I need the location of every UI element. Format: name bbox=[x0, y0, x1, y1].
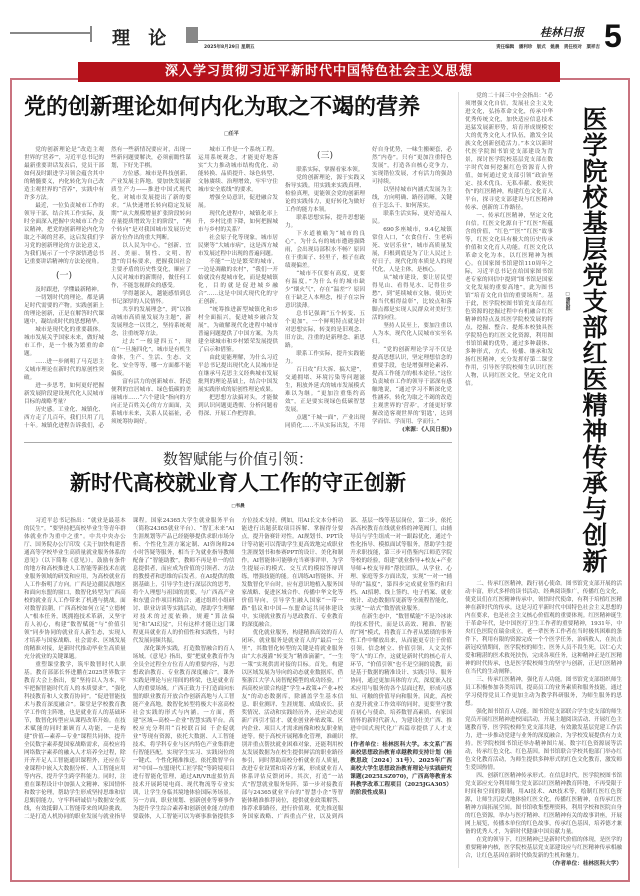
issue-date: 2025年8月29日 星期五 bbox=[204, 45, 255, 50]
newspaper-logo: 桂林日报 bbox=[540, 26, 584, 39]
paragraph: 总书记强调“五个转变、五个更加”，一个鲜明特点就是针对思想实际，转变的是旧观念、旧方法，注重的是新理念、新思路。 bbox=[285, 311, 365, 349]
paragraph: 党的创新理论，源于实践又指导实践。用实践来实践真理、检验真理，更能领会党的创新理论的实践伟力，更好转化为做好工作的能力本领。 bbox=[285, 175, 365, 213]
paragraph: 及时跟进，学懂最新精神。 bbox=[35, 287, 103, 293]
paragraph: 690多座城市，9.4亿城镇常住人口，“衣食住行、生老病死、安居乐业”，城市高质量发展，归根到底是为了让人民过上好日子，现代化的本质是人的现代化，人是主体，是核心。 bbox=[372, 227, 452, 273]
paragraph: 在新生态中，“数智赋能”不是冷冰冰的技术替代，而是以高效、精准、智能的“网”模式，将教育工作者从繁琐的事务性工作中解放出来，从而能更专注于价值引领、信念树立、价值引领、人文关怀等“人”的工作，这就是新时代的核心育人环节，“价值引领”也不是空洞的说教，而是基于数据的精准设计、实践引导、服务协同，通过更加具体的方式，深度嵌入技术应用与服务的各个层面过程，形成可感知、可触的价值导向和服务。因此，高校在提升就业工作效率的同时，更要坚守教育初心与使命，培养数智高素质、有家国情怀的新时代新人，为建设壮美广西、推进中国式现代化广西篇章提供了人才支撑。 bbox=[350, 614, 452, 740]
paragraph: 联系实际，掌握看家本领。 bbox=[296, 167, 364, 173]
paragraph: 点题“千城一面”，产业出现同质化……不从实际出发，不用好自身优势，一味生搬硬套，必然“内卷”。只有“更加注重特色发展”，打造各自核心竞争力，实现错位发展，才有活力的强劲可持续。 bbox=[285, 147, 452, 429]
paragraph: “统筹推进新型城镇化和乡村全面振兴，促进城乡融合发展”，为破解现代化进程中城市普遍问题提供了中国方案，为共建全球城市和乡村繁荣发展提供了启示和借鉴。 bbox=[198, 307, 278, 353]
article3-heading bbox=[561, 92, 615, 574]
source-note: (来源：《人民日报》) bbox=[401, 427, 452, 433]
paragraph: 联系生活实际，更好造福人民。 bbox=[372, 211, 452, 225]
topic-banner: 深入学习贯彻习近平新时代中国特色社会主义思想 bbox=[78, 62, 560, 82]
paragraph: 方位感。城市是科技创新、产业发展主阵地。要加快发展新质生产力——推进中国式现代化，对城市发展提出了新的要求。“从快速增长转向稳定发展期”“从大规模增量扩张阶段转向存量提质增效为主的阶段”，“两个转向”是对我国城市发展历史新方位作出的重大判断。 bbox=[111, 171, 191, 241]
paragraph: 下水道被喻为“城市的良心”，为什么有的城市遭遇强降雨，会出现局部积水不畅？原因在于重面子、轻里子，根子在政绩观偏差。 bbox=[285, 231, 365, 269]
content-frame bbox=[10, 78, 630, 882]
section-number: (一) bbox=[55, 271, 73, 281]
author-note: [作者单位：桂林医科大学。本文系广西高校思想政治教育卓越教师支持计划（桂教思政〔2024〕31号）、2025年广西高校大学生思想政治教育理论与实践研究课题(2025LSZ070)，广西高等教育本科教学改革工程项目（2025JGA305）的阶段性成果] bbox=[350, 742, 452, 796]
section-number: (三) bbox=[316, 151, 334, 161]
paragraph: 城市是现代化的重要载体。城市发展关乎国家未来，做好城市工作，是一个极为繁重的命题。 bbox=[24, 327, 104, 357]
header-rule-long bbox=[198, 40, 580, 41]
paragraph: 社会原子化等现象，城市居民聚等“大城市病”，这是西方城市发展过程中出现的普遍问题。 bbox=[198, 235, 278, 257]
paragraph: 一、传承红医精神，坚定文化自信。红医文化源自于“红医”所蕴含的价值，“红色”“医”“红医”故事等，红医文化具有极大的历史传承价值和文化育人功能。红医文化以革命文化为本，以红医精神为核心。在国家图书馆建馆110周年之际，习近平总书记在给国家图书馆老专家的回信中提到“图书馆是国家文化发展的重要高地”，此为图书馆“培育文化自信的重要场所”。基于此，医学院校图书馆党支部在红色资源的挖掘过程中有机融合红医精神的特点及其医学院校发展的特点，挖掘、整合、提炼本校独具医学院特色的红医文化资源，利用图书馆馆藏的优势，通过多种载体、多种形式，方式、传播、继承和发扬红医精神，充分发挥好第二课堂作用，引导医学院校师生认识红医人物，认同红医文化，坚定文化自信。 bbox=[465, 213, 553, 387]
paragraph: 进一步思考，如何更好把握新发展阶段建设现代化人民城市目标的战略考量？ bbox=[24, 383, 104, 405]
article3-top bbox=[465, 92, 622, 574]
paragraph: 增强全局意识，促进融合发展。 bbox=[198, 195, 278, 209]
header-rule bbox=[10, 32, 90, 34]
paragraph: 习近平总书记指出：“就业是最基本的民生”。“要坚持把高校毕业生等青年群体就业作为重中之重”。中共中央办公厅、国务院办公厅印发《关于加快构建普通高等学校毕业生高质量就业服务体系的意见》（以下简称《意见》），鼓励有条件的地方和高校推进人工智能等新技术在就业服务领域的研发和应用，为高校就业育人工作指明了方向。广西是边疆民族地区和面向东盟的窗口，数智化转型为广西高校的就业育人工作带来了机遇与挑战。面对数智浪潮，广西高校如何立足“立德树人”根本任务，既拥抱技术革新，又坚守育人初心，构建“数智赋能”与“价值引领”同步协同的就业育人新生态，实现人才培养与国家战略、社会需求、区域发展的精准对接，是新时代推动毕业生高质量充分就业的关键课题。 bbox=[24, 518, 126, 660]
section-block bbox=[186, 27, 198, 43]
paragraph: 联系思想实际，提升思想能力。 bbox=[285, 215, 365, 229]
paragraph: 一切划时代的理论，都是满足时代需要的产物。实践创新上的理论创新，正是在解答时代课题中，凝结成时代的思想精华。 bbox=[24, 295, 104, 325]
article1-byline: □任平 bbox=[224, 131, 239, 137]
paragraph: 过去“一般建四五”，现在“一旦施四化”，城市是有机生命体，生产、生活、生态、文化、安全等等，哪一方面都不能偏废。 bbox=[111, 339, 191, 377]
paragraph: 历史感。工业化、城镇化、西方走了几百年，我们只用了几十年。城镇化进程告诉我们，必然有一些新情况要应对，出现一些新问题要解决，必须前瞻性谋划，下好先手棋。 bbox=[24, 147, 191, 429]
paragraph: 联系工作实际，提升实践能力。 bbox=[285, 351, 365, 365]
article3-body-top bbox=[465, 92, 553, 388]
paragraph: 党的创新理论是“改造主观世界的‘营养’”，习近平总书记的最新重要讲话发表后，党员干部如何及时跟进学习领会蕴含其中的精髓要义，内化转化为自己改造主观世界的“营养”，实践中有许多方法。 bbox=[24, 147, 104, 201]
left-column bbox=[24, 92, 452, 821]
right-column bbox=[458, 92, 622, 868]
paragraph: ……进一步阐明了马克思主义城市理论在新时代的原创性突破。 bbox=[24, 359, 104, 381]
paragraph: 以坚持城市内涵式发展为主线，方向明确、路径清晰，关键在于怎么干、如何落实。 bbox=[372, 187, 452, 209]
paragraph: 城市工作是一个系统工程。运用系统观念，才能更好地落实“大力推动城市结构优化、动能转换、品质提升、绿色转型、文脉赓续、治理增效，牢牢守住城市安全底线”的要求。 bbox=[198, 147, 278, 193]
article1-title: 党的创新理论如何内化为取之不竭的营养 bbox=[24, 95, 421, 120]
paragraph: 由此更能理解，为什么习近平总书记提出现代化人民城市是在继承马克思主义经典城市发展批判的理论基础上，结合中国发展实践形成的原创性理论成果。 bbox=[198, 355, 278, 393]
paragraph: 从“城市建设，要让居民望得见山、看得见水、记得住乡愁”，到“延续城市文脉，使历史和当代相得益彰”，比较点和落脚点都是实现人民群众对美好生活的向往。 bbox=[372, 275, 452, 321]
article2-body bbox=[24, 517, 452, 821]
paragraph: “党的创新理论学习不仅是提高思想认识，坚定理想信念的重要手段，也是增强理论素养、提高工作能力的根本途径。”这位负责城市工作的领导干部深有感触地说，“通过学习不断深化党性涵养，转化为取之不竭的改造主观世界的‘营养’，才能更好掌握改造客观世界的‘钥匙’，达到学而信、学而用、学而行。” bbox=[372, 347, 452, 425]
paragraph: “城市不仅要有高度，更要有温度。”为什么有的城市缺少“烟火气”，存在“温差”？原因在于缺乏人本理念，根子在宗旨意识淡薄。 bbox=[285, 271, 365, 309]
editor-credits: 责任编辑 潘利珍 版式 姚晨 责任校对 粟祥吉 bbox=[496, 45, 600, 50]
article1-body bbox=[24, 146, 452, 434]
article3-byline: □潘凯群 bbox=[565, 292, 570, 311]
source-note: （作者单位：桂林医科大学） bbox=[549, 861, 622, 867]
article3-body-bottom bbox=[465, 580, 622, 868]
article2-byline: □韦晨 bbox=[231, 504, 245, 509]
paragraph: 最近，一位负责城市工作的领导干部，结合其工作实际，及时全面深入把握中央城市工作会议精神，把党的创新理论内化为取之不竭的营养，这启发我们学习党的创新理论的方法论意义，为我们展示了一个学深悟透总书记重要讲话精神的方法论视角。 bbox=[24, 203, 104, 265]
article-divider bbox=[24, 442, 452, 443]
paragraph: 四、创新红医精神传承形式。在信息时代，医学院校图书馆党支部应充分利用师生党支部以红医精神教育阵地，不再受限于时间和空间的限制，用AI技术、AR技术等，绘制红医红色资源，让师生沉浸式地体验红医文化，传播红医精神，在传承红医精神方面拓展空间。图书馆收集整理资料，利用学校和医院自身的红色资源，举办与医疗精神、红医精神有关的故事讲座，开展网上展览，传播本单位的红色故事，传承红色基因，培养德才兼备的优秀人才，为新时代健康中国贡献力量。 bbox=[465, 773, 622, 835]
paragraph: 富有活力的创新城市、舒适便利的宜居城市、绿色低碳的美丽城市……“六个建设”指向的方向正是百姓关心的方方面面，关系城市未来，关系人民福祉，必须统筹协调好。 bbox=[111, 379, 191, 425]
paragraph: 三、传承红医精神，强化育人功能。图书馆党支部组织师生员工积极参加各类培训，提高员工的业务素质和服务技能，通过学习使得党员工作更加主动为教学科研服务，为师生服务的思想。 bbox=[465, 677, 622, 707]
paragraph: 现代化进程中，城镇化率上升，乡村比重下降，如何把握城市与乡村的关系？ bbox=[198, 211, 278, 233]
paragraph: 强化图书馆育人功能。图书馆党支部联合学生党支部的师生党员开展红医精神进校园活动，开展主题阅读活动、开展红色主题教育等，医学院校师生党支部共建，有效激发基层党建工作活力，进一步推动党建与业务的深度融合，为学校发展提供有力支持。医学院校图书馆还举办精神图片展、数字红色资源展等活动，传承红色文化、红色基因。图书馆联合学校其他部门举办红色文化教育活动，为师生提供多种形式的红色文化教育，激发师生爱国热情。 bbox=[465, 709, 622, 771]
header-rule-tick bbox=[90, 26, 92, 42]
paragraph: 共享的发展理念”，到“以推动城市高质量发展为主题”，新发展理念一以贯之，坚持系统观念，注重统筹方法。 bbox=[111, 307, 191, 337]
paragraph: 优化就业服务，构建精准高效的育人闭环。就业服务是就业育人的“最后一公里”，其数智化转型的关键是将就业服务由“大水漫灌”转变为“精准滴灌”，“一生一策”实现供需对接的目标。首先，构建以区域发展为导向的动态就业数据库，借鉴浙江大学人岗智配模型的成功经验，广西高校应联合构建“学生+政策+产业+校友”的动态数据库，除涵盖学生基本信息、职业测评、生涯规划、成绩成长、获奖情况、活动和实践经历外，还应动态更新广西引才留才、就业创业补贴政策、区内企业、项目人才需求画像和校友职业轨迹等。便于高校开展精准化管理，准确识别并重点帮扶就业困难对象，还能利用校友发展数据为在校生提供鲜活的职业路径参引，同时帮助高校分析就业育人质量，改进专业设置和培养方案，形成就业育人体系评估反馈闭环。其次，打造“一站式”智慧就业服务矩阵，第一步对接教育部与24365就业平台的“智慧小企”等智能体精准推荐岗位，提供就业政策解答、推荐求职路径，进行价值观、优先推送服务国家战略、广西重点产业，以及到西部、基层一线等基层岗位，第二步，依托各高校教育在线就业桥的神笔阀门，由辅导员与学生组成一对一跟踪优化，通过个性化指导、模拟面试等服务，帮助学生提升求职技能，第三步可借鉴内江师范学院等校的经验，组建“就业指导+校友+产业导师+校友导师”帮扶团队，从学业、心理、家庭等多方面出发，实现“一对一”辅导的“温度”，第四步完成就业签约和归档、AI招聘、线上签约、电子档案、就业统计、动态数据库更新等全流程智能化，实现“一站式”数智就业服务。 bbox=[241, 518, 452, 820]
page-number: 5 bbox=[604, 18, 622, 54]
paragraph: 坚持人民至上，要加注重以人为本，现代化人民城市实至名归。 bbox=[372, 323, 452, 345]
paragraph: 在党的领导下，红医精神已是新时代价值的体现，是医学的重要精神内核，医学院校基层党支部建设应与红医精神传承相融合，让红色基因在新时代焕发新的生机和魅力。 bbox=[465, 837, 622, 859]
paragraph: 学得越深入，越能感悟到总书记深厚的人民情怀。 bbox=[111, 291, 191, 305]
section-title: 理 论 bbox=[112, 28, 173, 49]
article3-title: 医学院校基层党支部红医精神传承与创新 bbox=[579, 106, 608, 574]
paragraph: 深化课外实践，打造数智融合的育人场域。《意见》指出，要“把就业教育作为全员全过程全方位育人的重要内容，与思想政治教育、专业教育深度融合”。课外实践是理论与应用间的桥梁，也是就业育人的重要场域。广西正致力于打造面向东盟的职业教育开放合作创新高地与人工智能产业高地，数智化转型将极大丰富高校社会实践的形式与内涵。一方面，搭建“区域—高校—企业”智慧实践平台。高校应充分利用“百校联百园 千企促就业”等现有资源，依托大数据、人工智能技术，将学科专业与区内特色产业集群进行智能匹配，实现学生实习、实践岗位的一键式、个性化精准推送。依托数智平台对“中国—东盟现代工匠学院”等跨境项目进行智能化管理，通过AR/VR虚拟仿真技术开展跨境电商、现代物流等专业实训，让学生身临其境地体验国际务场景。另一方面，职业规划、创新创业等赛事作为提升学生综合素养和创新创业能力的重要载体，人工智能可以为赛事准备提供多方位技术支持。例如，用AI长文本分析功能进行出题获取项目拆解、掌握得分要点，提升备赛针对性。AI规划书、PPT设计等功能可以帮助学生更高效地完成职业生涯规划书和参赛PPT的设计、美化和制作。AI智能体可能够充当赛事评审，为学生提展示的模式、交互式的模拟答辩训练，增强技能的能。在训练AI智能体、开发数智化平台时，应有意识地植入服务国家战略、促进区域合作、传播中华文化等价值导向，引导学生融入国家“一带一路”倡议和中国—东盟命运共同体建设中，实现就业教育与思政教育、专业教育的深度融合。 bbox=[132, 518, 344, 820]
paragraph: 不能“一边是繁荣的城市，一边是凋敝的农村”，“我们一开始就没有提城市化，而是提城镇化，目的就是促进城乡融合”……这是中国式现代化的守正创新。 bbox=[198, 259, 278, 305]
paragraph: 重塑课堂教学，筑牢数智时代人职基。教育部部长怀进鹏在2025世界数字教育大会上指出，要“坚持以人为本，牢牢把握智能时代育人的本质要求”，“强化科技教育和人文教育协同”。“促进智能技术与教育深度融合”。课堂是学校教育教学工作的主阵地，也是就业育人的基础环节，数智化转型应从课程改革开始。在技术赋能的同时兼顾育人功能，一是构建“价值—素养—专业”课程共同体，提升全民数字素养提国家战略需求，高校应将网络数字素养的融入人才培养全过程，除开齐开足人工智能通识课程外，还应在专业课程中嵌入大数据分析、人工智能应用等内容，提升学生跨学科能力。同时，注重在课程设计中加强人文精神、家国情怀和数字伦理，帮助学生形成坚持思维和信息甄别能力，守牢科研诚信与数据安全底线，有效抵御人工智能带来的风险挑战。二是打造人机协同的职业发展与就业指导课程。国家24365大学生就业服务平台（简称24365就业平台）、“智汇未来”AI生涯规划等产品已经能够提供求职市场分析、个性化生涯方案定制、AI咨询师24小时答疑等服务，相当于为就业指导教师配备了“智能助教”，教师不再是单一的信息提供者，而应成为价值的引领者、方法的教授者和思维的启发者。在AI提供的数据基础上，引导学生进行深层次的思考，将个人理想与祖国的需要，与广西高产业和东盟合作项目相结合；通过组织小组研讨、职业访谈等实践活动，帮助学生理解对技术的过度依赖，规避“算法偏见”和“AI幻觉”，只有这样才能让这门课程更具就业育人的价值性和实践性，与时代发展同频共振。 bbox=[24, 518, 235, 820]
article2-kicker: 数智赋能与价值引领： bbox=[162, 450, 313, 468]
paragraph: 以人民为中心。“创新、宜居、美丽、韧性、文明、智慧”的目标要求，把握我国社会主要矛盾的历史性变化，顺应了人民对城市的新期待，做任何工作，不能忽视群众的感受。 bbox=[111, 243, 191, 289]
paragraph: 二、传承红医精神，践行初心使命。图书馆党支部开展的活动丰富，形式多样的读书活动、经典阅读推广，传播红色文化，使党员们在红医精神传承中，领悟时代使命，有利于培植红医精神在新时代的传承。这是习近平新时代中国特色社会主义思想的内在要求，也是社会主义核心价值观的重要体现。红医精神诞生于革命年代，是中国医疗卫生工作者的重要精神，1931年，中央红色医院在瑞金成立，老一辈医务工作者在当时极其困难的条件下，利用有限的资源完成一个个医学任务，治病救人，在抗击新冠疫情期间，医学院校的师生、医务人员不畏生死，以仁心大爱和精湛的医术救死扶伤，完成各项任务，这种精神正是红医精神的时代传承，也是医学院校师生的坚守与创新，正是红医精神在当代的生动阐释。 bbox=[465, 581, 622, 675]
paragraph: 百日攻“归大拆、搞大建”，交通拥堵、环境污染等问题滋生，粗放外延式的城市发展模式难以为继。“更加注重集约高效”，正是要实现绿色低碳智慧发展。 bbox=[285, 367, 365, 413]
paragraph: 把思想方法搞对头，才能做到认识问题更透彻、分析问题看得深、开展工作把得准。 bbox=[198, 395, 278, 417]
paragraph: 党的二十届三中全会指出：“必须增强文化自信，发展社会主义先进文化，弘扬革命文化，传承中华优秀传统文化，加快适应信息技术迅猛发展新形势，培育形成规模宏大的优秀文化人才队伍，激发全民族文化创新创造活力。”本文以新时代医学院图书馆党支部建设为背景，探讨医学院校基层党支部在数字时代如何挖掘红色资源育人价值，如何通过党支部引领“政治坚定、技术优良、无私奉献、救死扶伤”的红医精神，构建红色文化育人平台，探寻党支部建设与红医精神传承、创新的工作路径。 bbox=[465, 93, 553, 211]
article2-title: 新时代高校就业育人工作的守正创新 bbox=[70, 471, 406, 495]
